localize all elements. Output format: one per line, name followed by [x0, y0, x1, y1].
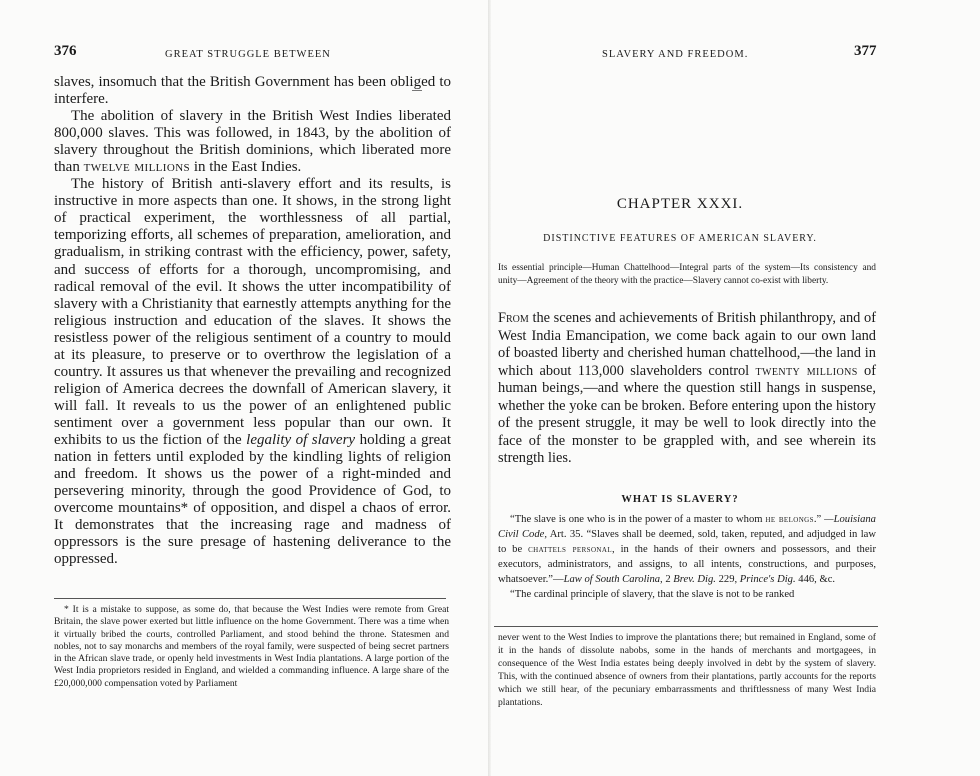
left-footnote — [54, 604, 449, 690]
chapter-subtitle: DISTINCTIVE FEATURES OF AMERICAN SLAVERY. — [543, 233, 817, 244]
paragraph-1: slaves, insomuch that the British Government has been obliged to interfere. — [54, 74, 451, 108]
left-body-text — [54, 74, 451, 568]
quote-2: “The cardinal principle of slavery, that the slave is not to be ranked — [510, 589, 795, 601]
right-footnote-text: never went to the West Indies to improve the plantations there; but remained in England, some of it in the hands of dissolute nabobs, some in the hands of merchants and mortgagees, in consequence of the West India estates being deeply involved in debt by the system of slavery. This, with the continued absence of owners from their plantations, partly accounts for the reports which we still hear, of the pecuniary embarrassments and thriftlessness of many West India plantations. — [498, 632, 876, 708]
left-footnote-text: * It is a mistake to suppose, as some do, that because the West Indies were remote from Great Britain, the slave power exerted but little influence on the home Government. There was a time when it virtually bribed the courts, controlled Parliament, and stood behind the throne. Statesmen and nobles, not to say monarchs and members of the royal family, were suspected of being secret partners in the African slave trade, or openly held investments in West India plantations. A large portion of the West India proprietors resided in England, and wielded a commanding influence. A large share of the £20,000,000 compensation voted by Parliament — [54, 604, 449, 689]
right-page — [490, 0, 980, 776]
he-belongs-smallcaps: he belongs — [765, 514, 814, 525]
opening-text: the scenes and achievements of British philanthropy, and of West India Emancipation, we come back again to our own land of boasted liberty and cherished human chattelhood,—the land in which about 113,000 slaveholders control — [498, 310, 876, 379]
right-running-head: SLAVERY AND FREEDOM. — [602, 49, 749, 60]
paragraph-3 — [54, 176, 451, 568]
paragraph-3-end: holding a great nation in fetters until exploded by the kindling lights of religion and freedom. It shows us the power of a right-minded and persevering minority, through the good Providence of God, to overcome mountains* of opposition, and dispel a chaos of error. It demonstrates that the increasing rage and madness of oppressors is the sure presage of hastening deliverance to the oppressed. — [54, 431, 451, 568]
opening-text-end: of human beings,—and where the question still hangs in suspense, whether the yoke can be broken. Before entering upon the history of the present struggle, it may be well to look directly into the face of the monster to be grappled with, and see wherein its strength lies. — [498, 362, 877, 466]
chattels-personal-smallcaps: chattels personal — [528, 544, 612, 556]
synopsis-text: Its essential principle—Human Chattelhood—Integral parts of the system—Its consistency and unity—Agreement of the theory with the practice—Slavery cannot co-exist with liberty. — [498, 263, 876, 286]
quote-1-article: Art. 35. “Slaves shall be deemed, sold, taken, reputed, and adjudged in law to be — [498, 529, 876, 556]
paragraph-2-text: The abolition of slavery in the British West Indies liberated 800,000 slaves. This was followed, in 1843, by the abolition of slavery throughout the British dominions, which liberated more than — [54, 108, 451, 176]
chapter-title: CHAPTER XXXI. — [616, 196, 744, 212]
footnote-divider — [54, 598, 446, 599]
right-page-number: 377 — [854, 43, 877, 59]
quote-1-num2: 229, — [715, 574, 740, 586]
lead-word: From — [498, 310, 529, 326]
left-running-head: GREAT STRUGGLE BETWEEN — [165, 49, 331, 60]
twelve-millions-smallcaps: twelve millions — [83, 159, 191, 176]
princes-dig-citation: Prince's Dig. — [739, 574, 796, 586]
quote-1 — [498, 512, 876, 587]
opening-paragraph — [498, 310, 876, 468]
quote-1-end: 446, &c. — [795, 574, 836, 586]
section-heading: WHAT IS SLAVERY? — [621, 494, 739, 505]
chapter-synopsis — [498, 262, 876, 287]
quote-block — [498, 512, 876, 603]
louisiana-code-citation: —Louisiana Civil Code, — [498, 514, 876, 541]
right-footnote-divider — [494, 626, 878, 627]
twenty-millions-smallcaps: twenty millions — [755, 362, 858, 379]
right-body-text — [498, 310, 876, 468]
paragraph-3-text: The history of British anti-slavery effort and its results, is instructive in more aspects than one. It shows, in the strong light of practical experiment, the worthlessness of all partial, temporizing efforts, all schemes of preparation, amelioration, and gradualism, in striking contrast with the efficiency, power, safety, and success of efforts for a thorough, uncompromising, and radical removal of the evil. It shows the utter incompatibility of slavery with a Christianity that earnestly attempts anything for the religious instruction and education of the slaves. It shows the resistless power of the religious sentiment of a country to mould at its pleasure, to preserve or to overthrow the legislation of a country. It assures us that whenever the prevailing and recognized religion of America decrees the downfall of American slavery, it will fall. It reveals to us the power of an enlightened public sentiment over a government less popular than our own. It exhibits to us the fiction of the — [54, 176, 451, 448]
paragraph-2 — [54, 108, 451, 176]
south-carolina-citation: Law of South Carolina, — [563, 574, 663, 586]
quote-1-cont: , in the hands of their owners and possessors, and their executors, administrators, and assigns, to all intents, constructions, and purposes, whatsoever.”— — [498, 544, 876, 586]
left-page-number: 376 — [54, 43, 77, 59]
right-footnote — [498, 632, 876, 709]
quote-1-close: .” — [813, 514, 822, 525]
quote-1-text: “The slave is one who is in the power of a master to whom — [510, 514, 766, 525]
paragraph-2-end: in the East Indies. — [190, 159, 302, 176]
legality-italic: legality of slavery — [246, 431, 356, 448]
quote-1-num: 2 — [662, 574, 674, 586]
brev-dig-citation: Brev. Dig. — [673, 574, 716, 586]
